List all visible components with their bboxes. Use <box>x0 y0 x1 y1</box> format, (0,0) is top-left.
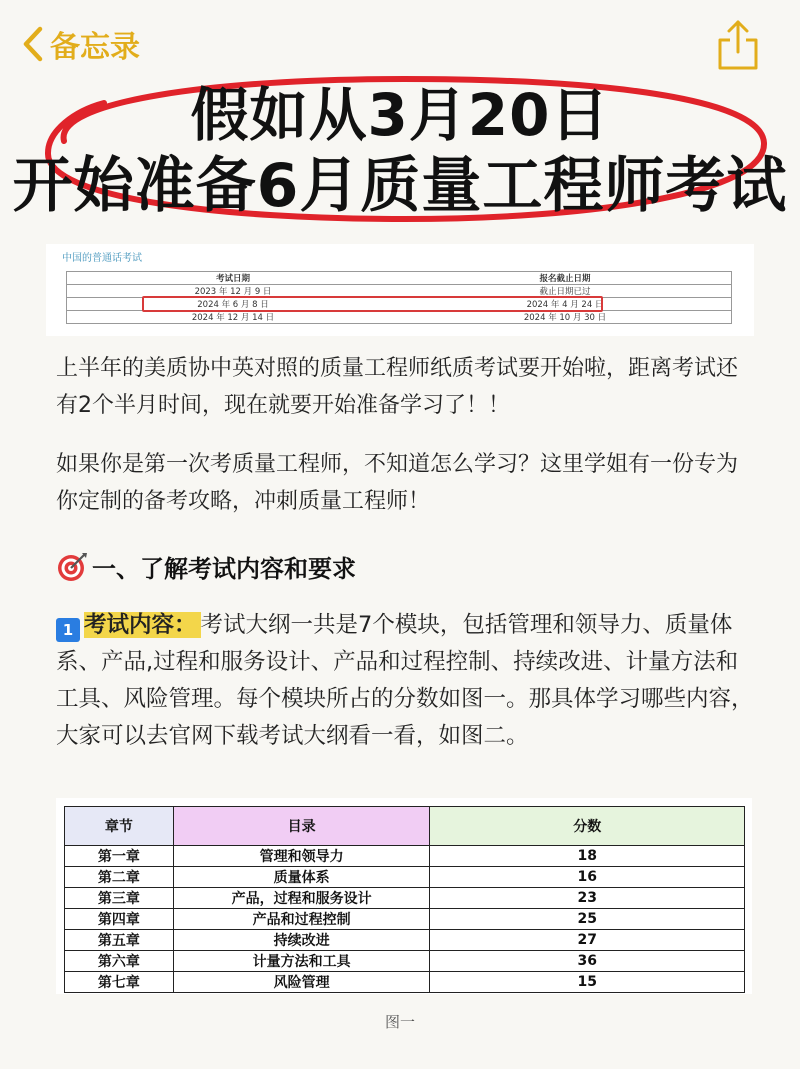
table-cell: 第五章 <box>65 930 174 951</box>
back-label: 备忘录 <box>50 30 140 65</box>
table-cell: 25 <box>430 909 745 930</box>
score-table <box>64 806 745 993</box>
target-icon <box>56 551 88 583</box>
table-cell: 2024 年 10 月 30 日 <box>399 311 732 324</box>
table-cell: 计量方法和工具 <box>173 951 430 972</box>
table-cell: 16 <box>430 867 745 888</box>
table-row <box>65 846 745 867</box>
table-cell: 2024 年 6 月 8 日 <box>67 298 400 311</box>
table-row <box>65 930 745 951</box>
table-cell: 产品和过程控制 <box>173 909 430 930</box>
table-cell: 36 <box>430 951 745 972</box>
table-header: 目录 <box>173 807 430 846</box>
table-header: 考试日期 <box>67 272 400 285</box>
content-label: 考试内容： <box>84 612 201 638</box>
share-icon <box>716 18 760 72</box>
table-cell: 质量体系 <box>173 867 430 888</box>
keycap-one-icon: 1 <box>56 618 80 642</box>
table-header-row <box>65 807 745 846</box>
table-row <box>67 311 732 324</box>
exam-table-caption: 中国的普通话考试 <box>62 253 142 264</box>
table-cell: 2024 年 4 月 24 日 <box>399 298 732 311</box>
table-header-row <box>67 272 732 285</box>
table-header: 分数 <box>430 807 745 846</box>
table-cell: 23 <box>430 888 745 909</box>
table-cell: 2024 年 12 月 14 日 <box>67 311 400 324</box>
page-title-line2: 开始准备6月质量工程师考试 <box>12 151 788 221</box>
table-row <box>65 951 745 972</box>
page-title-line1: 假如从3月20日 <box>190 81 610 149</box>
highlight-box <box>142 296 603 312</box>
table-cell: 15 <box>430 972 745 993</box>
section-heading-text: 一、了解考试内容和要求 <box>92 555 356 583</box>
table-cell: 27 <box>430 930 745 951</box>
score-table-image <box>56 798 752 994</box>
table-header: 章节 <box>65 807 174 846</box>
table-cell: 第二章 <box>65 867 174 888</box>
table-cell: 截止日期已过 <box>399 285 732 298</box>
chevron-left-icon <box>22 26 44 62</box>
table-row <box>65 972 745 993</box>
table-cell: 18 <box>430 846 745 867</box>
table-cell: 持续改进 <box>173 930 430 951</box>
table-cell: 第三章 <box>65 888 174 909</box>
table-cell: 管理和领导力 <box>173 846 430 867</box>
table-cell: 产品，过程和服务设计 <box>173 888 430 909</box>
table-row <box>65 888 745 909</box>
table-cell: 2023 年 12 月 9 日 <box>67 285 400 298</box>
table-cell: 第六章 <box>65 951 174 972</box>
tips-paragraph: 如果你是第一次考质量工程师，不知道怎么学习？这里学姐有一份专为你定制的备考攻略，冲刺质量工程师！ <box>56 452 739 514</box>
table-header: 报名截止日期 <box>399 272 732 285</box>
table-row <box>65 867 745 888</box>
content-paragraph <box>56 607 756 755</box>
table-row <box>65 909 745 930</box>
content-text: 考试大纲一共是7个模块，包括管理和领导力、质量体系、产品,过程和服务设计、产品和过程控制、持续改进、计量方法和工具、风险管理。每个模块所占的分数如图一。那具体学习哪些内容，大家可以去官网下载考试大纲看一看，如图二。 <box>56 612 754 749</box>
table-cell: 第七章 <box>65 972 174 993</box>
table-cell: 风险管理 <box>173 972 430 993</box>
back-button[interactable] <box>22 22 140 66</box>
intro-paragraph: 上半年的美质协中英对照的质量工程师纸质考试要开始啦，距离考试还有2个半月时间，现在就要开始准备学习了！！ <box>56 356 739 418</box>
title-block <box>0 66 800 226</box>
figure-caption: 图一 <box>384 1013 415 1031</box>
table-cell: 第一章 <box>65 846 174 867</box>
table-cell: 第四章 <box>65 909 174 930</box>
section-heading <box>56 549 356 584</box>
exam-dates-image <box>46 244 754 336</box>
